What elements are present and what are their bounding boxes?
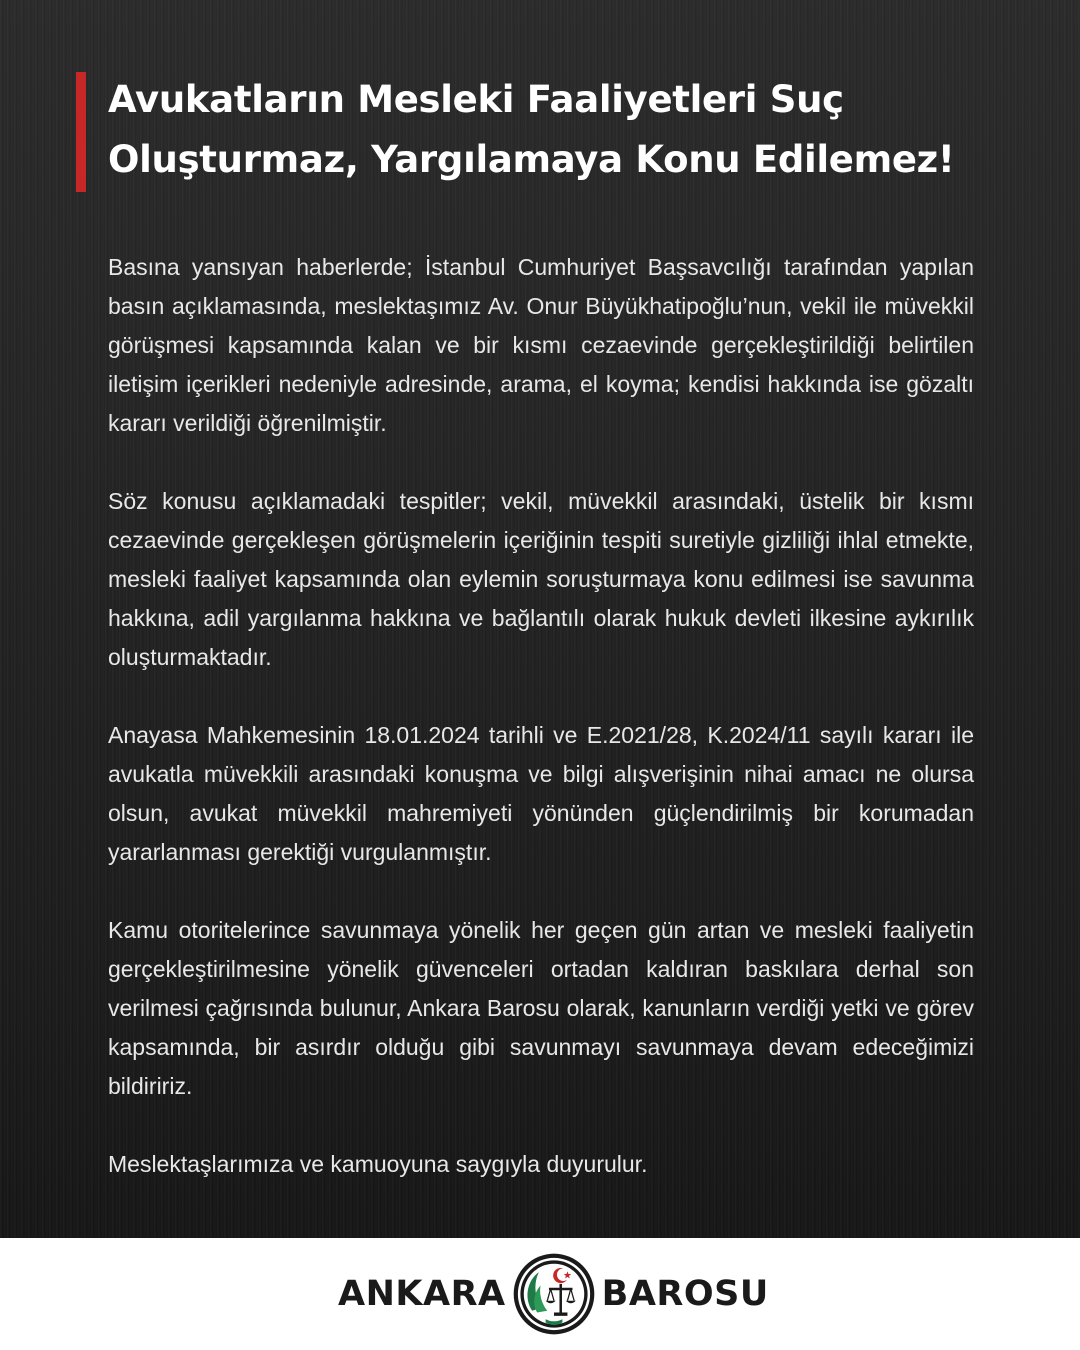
title-line-2: Oluşturmaz, Yargılamaya Konu Edilemez! (108, 138, 955, 181)
title-line-1: Avukatların Mesleki Faaliyetleri Suç (108, 78, 844, 121)
page-title (108, 70, 1008, 190)
footer-brand-bar (0, 1238, 1080, 1350)
brand-logo (338, 1254, 769, 1334)
paragraph-1: Basına yansıyan haberlerde; İstanbul Cumhuriyet Başsavcılığı tarafından yapılan basın açıklamasında, meslektaşımız Av. Onur Büyükhatipoğlu’nun, vekil ile müvekkil görüşmesi kapsamında kalan ve bir kısmı cezaevinde gerçekleştirildiği belirtilen iletişim içerikleri nedeniyle adresinde, arama, el koyma; kendisi hakkında ise gözaltı kararı verildiği öğrenilmiştir. (108, 254, 974, 436)
statement-body (108, 248, 974, 1184)
paragraph-2: Söz konusu açıklamadaki tespitler; vekil, müvekkil arasındaki, üstelik bir kısmı cezaevinde gerçekleşen görüşmelerin içeriğinin tespiti suretiyle gizliliği ihlal etmekte, mesleki faaliyet kapsamında olan eylemin soruşturmaya konu edilmesi ise savunma hakkına, adil yargılanma hakkına ve bağlantılı olarak hukuk devleti ilkesine aykırılık oluşturmaktadır. (108, 488, 974, 670)
brand-name-left: ANKARA (338, 1274, 506, 1314)
paragraph-5: Meslektaşlarımıza ve kamuoyuna saygıyla duyurulur. (108, 1151, 648, 1177)
brand-name-right: BAROSU (601, 1274, 769, 1314)
title-accent-bar (76, 72, 86, 192)
ankara-bar-emblem-icon (512, 1252, 596, 1336)
paragraph-4: Kamu otoritelerince savunmaya yönelik her geçen gün artan ve mesleki faaliyetin gerçekleştirilmesine yönelik güvenceleri ortadan kaldıran baskılara derhal son verilmesi çağrısında bulunur, Ankara Barosu olarak, kanunların verdiği yetki ve görev kapsamında, bir asırdır olduğu gibi savunmayı savunmaya devam edeceğimizi bildiririz. (108, 917, 974, 1099)
paragraph-3: Anayasa Mahkemesinin 18.01.2024 tarihli ve E.2021/28, K.2024/11 sayılı kararı ile avukatla müvekkili arasındaki konuşma ve bilgi alışverişinin nihai amacı ne olursa olsun, avukat müvekkil mahremiyeti yönünden güçlendirilmiş bir korumadan yararlanması gerektiği vurgulanmıştır. (108, 722, 974, 865)
